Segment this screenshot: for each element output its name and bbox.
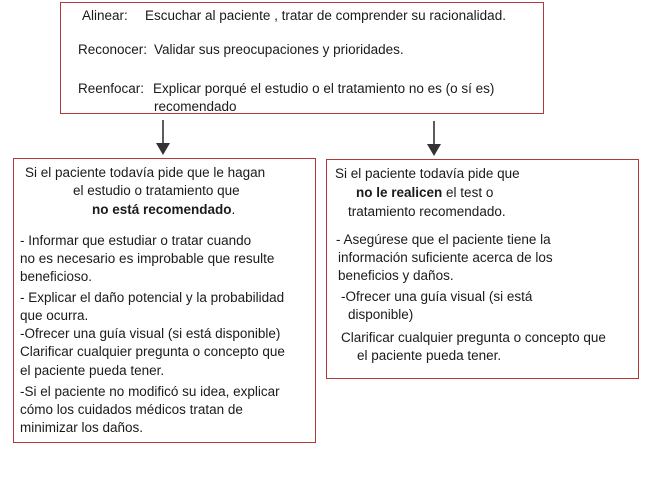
right-line: - Asegúrese que el paciente tiene la xyxy=(336,232,551,247)
right-line: -Ofrecer una guía visual (si está xyxy=(341,289,533,304)
arrow-down-left-icon xyxy=(153,120,173,156)
left-heading-line-1: Si el paciente todavía pide que le hagan xyxy=(25,165,266,180)
reconocer-text: Validar sus preocupaciones y prioridades. xyxy=(154,42,404,57)
left-line: no es necesario es improbable que resulte xyxy=(20,251,275,266)
reconocer-label: Reconocer: xyxy=(78,42,148,57)
left-line: beneficioso. xyxy=(20,269,93,284)
left-heading-period: . xyxy=(231,202,236,217)
left-heading-line-2: el estudio o tratamiento que xyxy=(73,183,240,198)
reenfocar-text-line-2: recomendado xyxy=(154,99,237,114)
right-heading-line-2 xyxy=(356,185,493,201)
right-line: beneficios y daños. xyxy=(338,268,454,283)
left-line: que ocurra. xyxy=(20,308,89,323)
right-heading-line-3: tratamiento recomendado. xyxy=(348,204,506,219)
right-heading-line-1: Si el paciente todavía pide que xyxy=(335,166,520,181)
left-line: Clarificar cualquier pregunta o concepto que xyxy=(20,344,285,359)
left-line: el paciente pueda tener. xyxy=(20,363,165,378)
right-line: información suficiente acerca de los xyxy=(338,250,553,265)
reenfocar-label: Reenfocar: xyxy=(78,81,145,96)
right-line: disponible) xyxy=(348,307,414,322)
left-line: -Ofrecer una guía visual (si está disponible) xyxy=(20,326,281,341)
alinear-text: Escuchar al paciente , tratar de comprender su racionalidad. xyxy=(145,8,506,23)
right-heading-rest: el test o xyxy=(442,185,494,200)
left-line: -Si el paciente no modificó su idea, explicar xyxy=(20,384,280,399)
top-box xyxy=(60,2,544,114)
left-line: minimizar los daños. xyxy=(20,420,144,435)
reenfocar-text-line-1: Explicar porqué el estudio o el tratamiento no es (o sí es) xyxy=(153,81,495,96)
left-box xyxy=(13,158,316,443)
left-line: - Explicar el daño potencial y la probabilidad xyxy=(20,290,285,305)
right-box xyxy=(326,159,639,379)
left-line: - Informar que estudiar o tratar cuando xyxy=(20,233,252,248)
alinear-label: Alinear: xyxy=(82,8,128,23)
left-heading-line-3 xyxy=(92,202,235,218)
right-line: Clarificar cualquier pregunta o concepto que xyxy=(341,330,606,345)
arrow-down-right-icon xyxy=(424,121,444,157)
right-heading-bold: no le realicen xyxy=(356,185,443,200)
left-line: cómo los cuidados médicos tratan de xyxy=(20,402,243,417)
right-line: el paciente pueda tener. xyxy=(357,348,502,363)
left-heading-bold: no está recomendado xyxy=(92,202,232,217)
